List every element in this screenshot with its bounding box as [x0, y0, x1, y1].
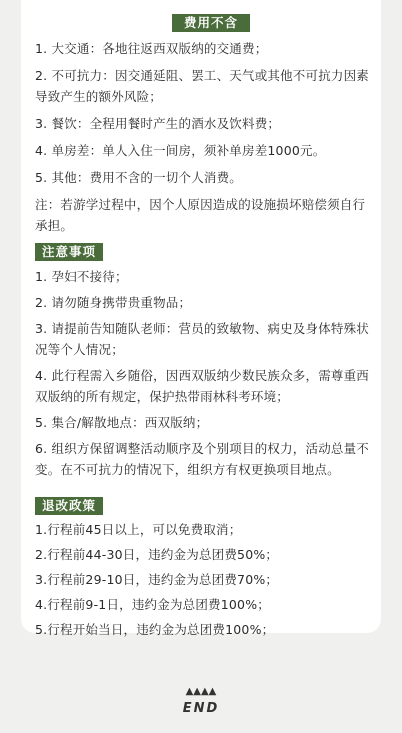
- list-item: 注：若游学过程中，因个人原因造成的设施损坏赔偿须自行承担。: [35, 197, 366, 233]
- end-label: END: [182, 701, 220, 716]
- triangle-icons: ▲▲▲▲: [185, 686, 217, 697]
- section-title-refund-policy: 退改政策: [35, 497, 103, 515]
- list-item: 1. 大交通：各地往返西双版纳的交通费；: [35, 41, 268, 56]
- list-item: 4. 单房差：单人入住一间房，须补单房差1000元。: [35, 143, 326, 158]
- fees-excluded-list: [35, 38, 371, 242]
- content-card: [21, 0, 381, 637]
- list-item: 2.行程前44-30日，违约金为总团费50%；: [35, 547, 279, 562]
- list-item: 5. 其他：费用不含的一切个人消费。: [35, 170, 243, 185]
- notes-list: [35, 266, 371, 485]
- list-item: 3. 餐饮：全程用餐时产生的酒水及饮料费；: [35, 116, 281, 131]
- list-item: 4.行程前9-1日，违约金为总团费100%；: [35, 597, 270, 612]
- list-item: 5.行程开始当日，违约金为总团费100%；: [35, 622, 275, 637]
- list-item: 2. 不可抗力：因交通延阻、罢工、天气或其他不可抗力因素导致产生的额外风险；: [35, 68, 370, 104]
- list-item: 5. 集合/解散地点：西双版纳；: [35, 415, 209, 430]
- list-item: 6. 组织方保留调整活动顺序及个别项目的权力，活动总量不变。在不可抗力的情况下，组织方有权更换项目地点。: [35, 441, 370, 477]
- list-item: 4. 此行程需入乡随俗，因西双版纳少数民族众多，需尊重西双版纳的所有规定，保护热带雨林科考环境；: [35, 368, 370, 404]
- end-footer: [0, 686, 402, 716]
- refund-policy-list: [35, 519, 371, 644]
- section-title-fees-excluded: 费用不含: [172, 14, 250, 32]
- section-title-notes: 注意事项: [35, 243, 103, 261]
- list-item: 3. 请提前告知随队老师：营员的致敏物、病史及身体特殊状况等个人情况；: [35, 321, 370, 357]
- list-item: 2. 请勿随身携带贵重物品；: [35, 295, 192, 310]
- list-item: 3.行程前29-10日，违约金为总团费70%；: [35, 572, 279, 587]
- list-item: 1. 孕妇不接待；: [35, 269, 128, 284]
- list-item: 1.行程前45日以上，可以免费取消；: [35, 522, 242, 537]
